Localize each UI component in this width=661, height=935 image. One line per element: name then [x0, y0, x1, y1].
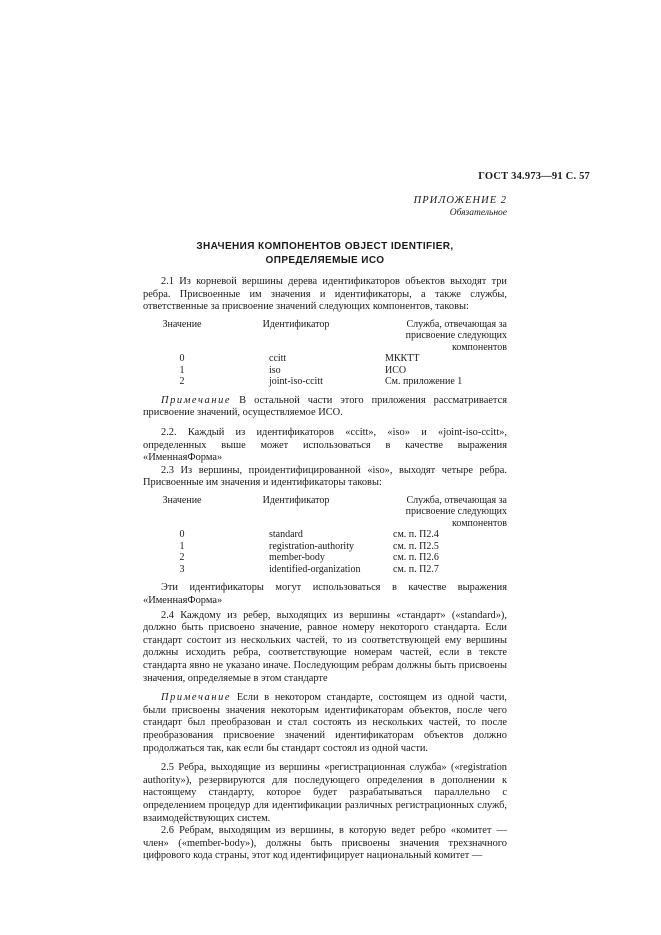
note-label: Примечание — [161, 692, 232, 704]
paragraph-identifiers-usage: Эти идентификаторы могут использоваться в качестве выражения «ИменнаяФорма» — [143, 582, 507, 607]
column-header-identifier: Идентификатор — [262, 318, 330, 330]
paragraph-2-2: 2.2. Каждый из идентификаторов «ccitt», «iso» и «joint-iso-ccitt», определенных выше может использоваться в качестве выражения «ИменнаяФорма» — [143, 426, 507, 464]
table-row — [143, 376, 507, 388]
paragraph-2-5: 2.5 Ребра, выходящие из вершины «регистрационная служба» («registration authority»), резервируются для последующего определения в дополнении к настоящему стандарту, которое будет разрабатываться параллельно с определением процедур для идентификации различных регистрационных служб, взаимодействующих систем. — [143, 762, 507, 824]
main-text — [143, 276, 507, 863]
paragraph-2-1: 2.1 Из корневой вершины дерева идентификаторов объектов выходят три ребра. Присвоенные им значения и идентификаторы, а также службы, ответственные за присвоение значений следующих компонентов, таковы: — [143, 276, 507, 313]
cell-identifier: joint-iso-ccitt — [269, 376, 323, 388]
table-row — [143, 529, 507, 541]
cell-value: 0 — [179, 353, 185, 365]
paragraph-2-3: 2.3 Из вершины, проидентифицированной «iso», выходят четыре ребра. Присвоенные им значения и идентификаторы таковы: — [143, 464, 507, 489]
note-text: В остальной части этого приложения рассматривается присвоение значений, осуществляемое ИСО. — [143, 394, 507, 419]
cell-authority: МККТТ — [385, 353, 420, 365]
cell-value: 3 — [179, 563, 185, 575]
table-header-row — [143, 319, 507, 354]
cell-authority: ИСО — [385, 364, 407, 376]
cell-authority: см. п. П2.6 — [393, 552, 439, 564]
paragraph-2-6: 2.6 Ребрам, выходящим из вершины, в которую ведет ребро «комитет — член» («member-body»), должны быть присвоены значения трехзначного цифрового кода страны, этот код идентифицирует национальный комитет — — [143, 825, 507, 862]
cell-identifier: ccitt — [269, 353, 287, 365]
table-row — [143, 353, 507, 365]
table-row — [143, 365, 507, 377]
title-line-2: ОПРЕДЕЛЯЕМЫЕ ИСО — [265, 255, 385, 266]
cell-authority: см. п. П2.4 — [393, 529, 439, 541]
table-row — [143, 564, 507, 576]
cell-authority: см. п. П2.7 — [393, 563, 439, 575]
cell-identifier: identified-organization — [269, 563, 361, 575]
cell-identifier: member-body — [269, 552, 325, 564]
cell-value: 1 — [179, 540, 185, 552]
note-1 — [143, 395, 507, 420]
table-row — [143, 541, 507, 553]
cell-value: 2 — [179, 376, 185, 388]
appendix-label: ПРИЛОЖЕНИЕ 2 — [413, 195, 507, 206]
appendix-status: Обязательное — [449, 208, 507, 218]
note-label: Примечание — [161, 394, 232, 406]
column-header-authority: Служба, отвечающая за присвоение следующих компонентов — [405, 318, 507, 353]
cell-identifier: registration-authority — [269, 540, 354, 552]
note-text: Если в некотором стандарте, состоящем из одной части, были присвоены значения некоторым идентификаторам объектов, после чего стандарт был преобразован и стал состоять из нескольких частей, то после преобразования присвоение значений идентификаторам объектов должно продолжаться так, как если бы стандарт состоял из одной части. — [143, 692, 507, 754]
column-header-identifier: Идентификатор — [262, 494, 330, 506]
title-line-1: ЗНАЧЕНИЯ КОМПОНЕНТОВ OBJECT IDENTIFIER, — [196, 241, 454, 252]
table-iso-arcs — [143, 495, 507, 576]
cell-value: 1 — [179, 364, 185, 376]
column-header-value: Значение — [162, 318, 202, 330]
cell-authority: См. приложение 1 — [385, 376, 463, 388]
cell-authority: см. п. П2.5 — [393, 540, 439, 552]
cell-identifier: iso — [269, 364, 281, 376]
note-2 — [143, 692, 507, 755]
table-header-row — [143, 495, 507, 530]
cell-identifier: standard — [269, 529, 303, 541]
page-header: ГОСТ 34.973—91 С. 57 — [478, 171, 590, 182]
column-header-value: Значение — [162, 494, 202, 506]
paragraph-2-4: 2.4 Каждому из ребер, выходящих из вершины «стандарт» («standard»), должно быть присвоено значение, равное номеру некоторого стандарта. Если стандарт состоит из нескольких частей, то из соответствующей ему вершины должны исходить ребра, соответствующие номерам частей, если в тексте стандарта явно не указано иначе. Последующим ребрам должны быть присвоены значения, определяемые в этом стандарте — [143, 609, 507, 684]
cell-value: 0 — [179, 529, 185, 541]
section-title — [160, 240, 490, 268]
column-header-authority: Служба, отвечающая за присвоение следующих компонентов — [405, 494, 507, 529]
cell-value: 2 — [179, 552, 185, 564]
table-row — [143, 552, 507, 564]
table-root-arcs — [143, 319, 507, 388]
